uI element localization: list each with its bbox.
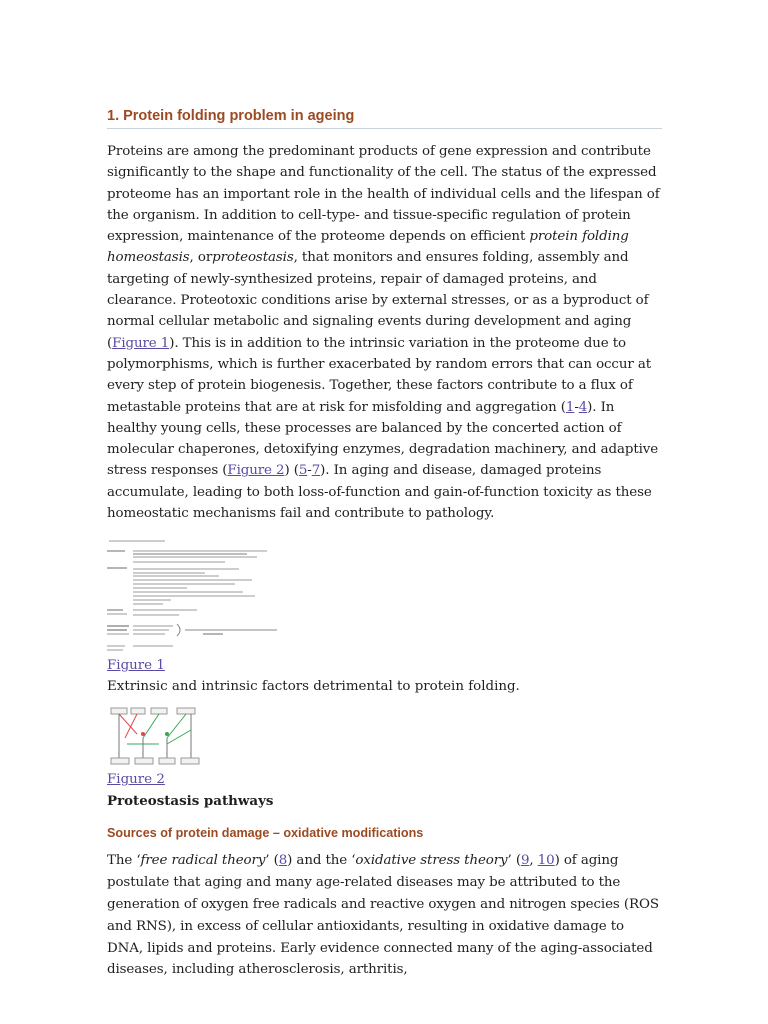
section-heading: 1. Protein folding problem in ageing	[107, 108, 662, 129]
text-run: ). In aging and disease, damaged proteins accumulate, leading to both loss-of-function and gain-of-function toxicity as these homeostatic mechanisms fail and contribute to pathology.	[107, 463, 652, 522]
reference-10-link[interactable]: 10	[537, 853, 555, 869]
text-run: , that monitors and ensures folding, assembly and targeting of newly-synthesized proteins, repair of damaged proteins, and clearance. Proteotoxic conditions arise by external stresses, or as a byproduct of normal cellular metabolic and signaling events during development and aging (	[107, 250, 649, 351]
text-run: -	[307, 463, 312, 479]
figure-1-caption: Extrinsic and intrinsic factors detrimental to protein folding.	[107, 679, 520, 695]
reference-4-link[interactable]: 4	[578, 399, 588, 415]
text-run: Proteins are among the predominant products of gene expression and contribute significantly to the shape and functionality of the cell. The status of the expressed proteome has an important role in the health of individual cells and the lifespan of the organism. In addition to cell-type- and tissue-specific regulation of protein expression, maintenance of the proteome depends on efficient	[107, 144, 660, 245]
emphasis-protein-folding-homeostasis: protein folding homeostasis	[107, 229, 629, 266]
text-run: -	[574, 399, 579, 415]
reference-9-link[interactable]: 9	[520, 853, 530, 869]
reference-8-link[interactable]: 8	[278, 853, 288, 869]
reference-1-link[interactable]: 1	[565, 399, 575, 415]
text-run: , or	[189, 250, 213, 266]
emphasis-proteostasis: proteostasis	[212, 250, 294, 266]
text-run: ’ (	[265, 853, 279, 869]
article-content	[107, 108, 662, 981]
figure-2-link[interactable]: Figure 2	[107, 772, 165, 788]
subsection-heading: Sources of protein damage – oxidative modifications	[107, 826, 424, 841]
text-run: ). This is in addition to the intrinsic variation in the proteome due to polymorphisms, which is further exacerbated by random errors that can occur at every step of protein biogenesis. Together, these factors contribute to a flux of metastable proteins that are at risk for misfolding and aggregation (	[107, 335, 651, 415]
oxidative-paragraph	[107, 850, 662, 981]
reference-7-link[interactable]: 7	[311, 463, 321, 479]
text-run: ,	[529, 853, 538, 869]
figure-1-link[interactable]: Figure 1	[107, 658, 165, 674]
text-run: ). In healthy young cells, these processes are balanced by the concerted action of molecular chaperones, detoxifying enzymes, degradation machinery, and adaptive stress responses (	[107, 399, 659, 479]
figure-1-inline-link[interactable]: Figure 1	[112, 335, 170, 351]
emphasis-free-radical-theory: free radical theory	[140, 853, 266, 869]
text-run: ’ (	[507, 853, 521, 869]
text-run: ) of aging postulate that aging and many age-related diseases may be attributed to the generation of oxygen free radicals and reactive oxygen and nitrogen species (ROS and RNS), in excess of cellular antioxidants, resulting in oxidative damage to DNA, lipids and proteins. Early evidence connected many of the aging-associated diseases, including atherosclerosis, arthritis,	[107, 853, 659, 978]
text-run: The ‘	[107, 853, 141, 869]
figure-1-thumbnail[interactable]	[107, 538, 285, 656]
text-run: ) (	[284, 463, 299, 479]
emphasis-oxidative-stress-theory: oxidative stress theory	[355, 853, 508, 869]
text-run: ) and the ‘	[287, 853, 356, 869]
figure-2-caption: Proteostasis pathways	[107, 793, 274, 810]
intro-paragraph	[107, 141, 662, 524]
figure-2-thumbnail[interactable]	[107, 704, 203, 770]
figure-2-inline-link[interactable]: Figure 2	[227, 463, 285, 479]
reference-5-link[interactable]: 5	[298, 463, 308, 479]
